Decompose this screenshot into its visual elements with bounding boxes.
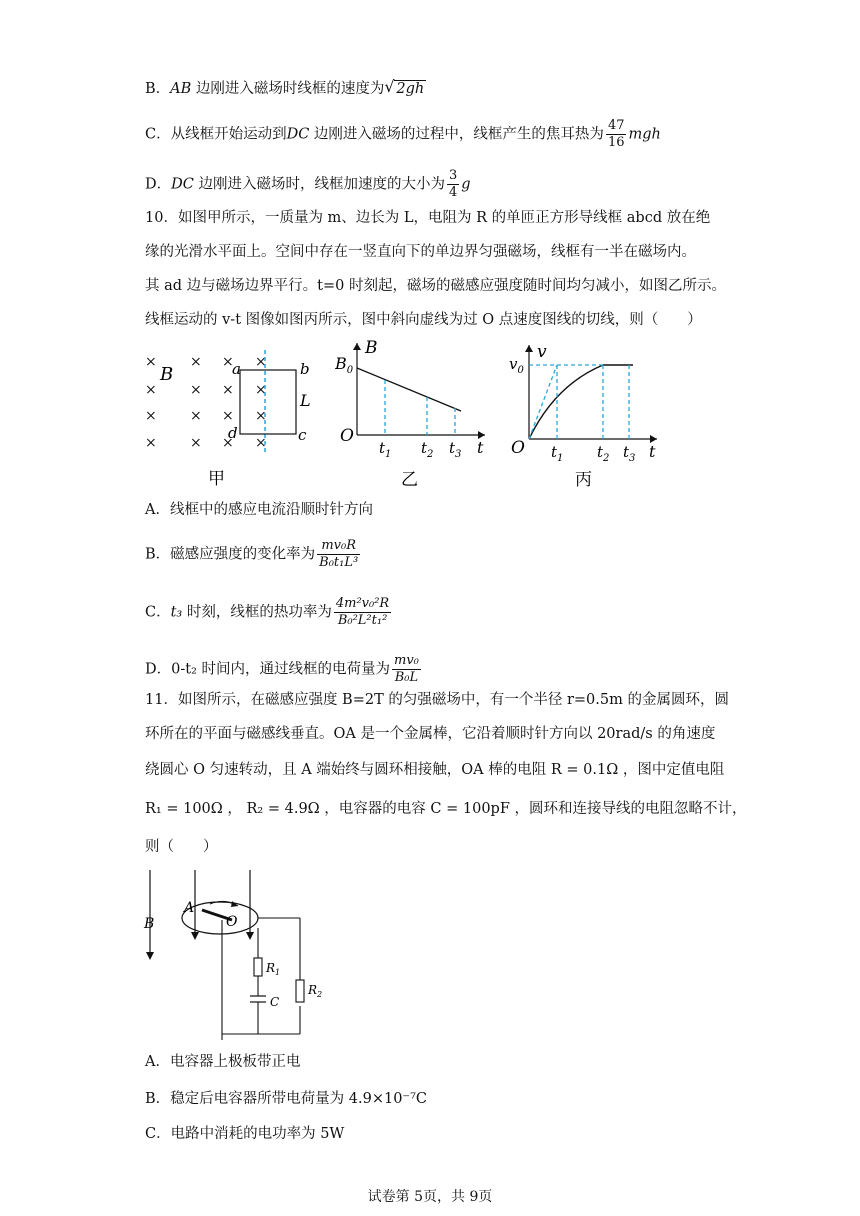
q11-stem-line1: 11．如图所示，在磁感应强度 B=2T 的匀强磁场中，有一个半径 r=0.5m 的金属圆环，圆 <box>145 692 729 708</box>
svg-text:×: × <box>190 354 202 370</box>
fig-yi-t1: $t_1$ <box>379 439 392 460</box>
figure-jia <box>140 340 330 490</box>
svg-text:×: × <box>222 408 234 424</box>
figure-yi <box>335 335 495 495</box>
q10-stem-line4: 线框运动的 v-t 图像如图丙所示，图中斜向虚线为过 O 点速度图线的切线，则（ ） <box>145 312 702 328</box>
svg-text:×: × <box>145 354 157 370</box>
q11-option-b: B．稳定后电容器所带电荷量为 4.9×10⁻⁷C <box>145 1091 427 1107</box>
q11-stem-line4: R₁ = 100Ω ， R₂ = 4.9Ω ，电容器的电容 C = 100pF ，圆环和连接导线的电阻忽略不计， <box>145 801 747 817</box>
q11-option-a: A．电容器上极板带正电 <box>145 1054 301 1070</box>
svg-text:×: × <box>255 354 267 370</box>
q10-option-c: C．t₃ 时刻，线框的热功率为 $\frac{\text{4m²v₀²R}}{\text{B₀²L²t₁²}}$ <box>145 596 390 628</box>
fig-bing-caption: 丙 <box>575 470 592 490</box>
fig-bing-t: t <box>649 442 656 461</box>
q11-stem-line5: 则（ ） <box>145 839 218 855</box>
q11-fig-O: O <box>226 914 238 930</box>
fig-yi-t2: $t_2$ <box>421 439 434 460</box>
svg-text:×: × <box>222 435 234 451</box>
svg-text:×: × <box>222 354 234 370</box>
q10-stem-line1: 10．如图甲所示，一质量为 m、边长为 L，电阻为 R 的单匝正方形导线框 abcd 放在绝 <box>145 210 711 226</box>
q11-option-c: C．电路中消耗的电功率为 5W <box>145 1126 345 1142</box>
fig-bing-t1: $t_1$ <box>551 443 564 464</box>
q11-fig-C: C <box>270 995 280 1009</box>
svg-text:×: × <box>190 382 202 398</box>
page-footer: 试卷第 5页，共 9页 <box>367 1189 493 1205</box>
fig-yi-caption: 乙 <box>401 470 418 490</box>
svg-text:×: × <box>190 435 202 451</box>
q10-stem-line3: 其 ad 边与磁场边界平行。t=0 时刻起，磁场的磁感应强度随时间均匀减小，如图乙所示。 <box>145 278 726 294</box>
q9-option-d: D．DC 边刚进入磁场时，线框加速度的大小为 $\frac{3}{4}$ g <box>145 168 471 200</box>
fig-yi-t: t <box>477 438 484 457</box>
q11-stem-line2: 环所在的平面与磁感线垂直。OA 是一个金属棒，它沿着顺时针方向以 20rad/s 的角速度 <box>145 726 716 742</box>
fig-jia-label-L: L <box>300 391 311 410</box>
fig-bing-v0: $v_0$ <box>509 355 524 376</box>
svg-text:×: × <box>255 382 267 398</box>
fig-jia-caption: 甲 <box>208 469 225 489</box>
q11-fig-R2: $R_2$ <box>308 983 323 999</box>
fig-bing-O: O <box>511 438 525 458</box>
q10-option-d: D．0-t₂ 时间内，通过线框的电荷量为 $\frac{\text{mv₀}}{\text{B₀L}}$ <box>145 653 419 685</box>
figure-bing <box>505 335 665 495</box>
svg-text:×: × <box>145 408 157 424</box>
svg-text:×: × <box>145 382 157 398</box>
fig-jia-label-c: c <box>298 426 307 444</box>
fig-yi-t3: $t_3$ <box>449 439 462 460</box>
fig-jia-label-b: b <box>300 360 310 378</box>
q9-option-c: C．从线框开始运动到DC 边刚进入磁场的过程中，线框产生的焦耳热为 $\frac{47}{16}$ mgh <box>145 118 661 150</box>
fig-jia-label-B: B <box>160 364 174 385</box>
svg-text:×: × <box>255 408 267 424</box>
svg-text:×: × <box>190 408 202 424</box>
fig-jia-label-a: a <box>232 360 241 378</box>
fig-yi-O: O <box>340 426 354 446</box>
svg-text:×: × <box>255 435 267 451</box>
q11-fig-B: B <box>144 916 155 932</box>
q9-option-b: B．AB 边刚进入磁场时线框的速度为√ 2gh <box>145 79 426 99</box>
q11-fig-A: A <box>184 900 195 916</box>
fig-yi-B0: $B_0$ <box>335 354 354 376</box>
fig-bing-t3: $t_3$ <box>623 443 636 464</box>
fig-bing-t2: $t_2$ <box>597 443 610 464</box>
q10-option-a: A．线框中的感应电流沿顺时针方向 <box>145 502 373 518</box>
fig-bing-v: v <box>537 342 547 362</box>
svg-text:×: × <box>222 382 234 398</box>
fig-jia-label-d: d <box>228 424 238 442</box>
svg-text:×: × <box>145 435 157 451</box>
figure-q11-circuit <box>140 868 340 1040</box>
q11-stem-line3: 绕圆心 O 匀速转动，且 A 端始终与圆环相接触，OA 棒的电阻 R = 0.1Ω ，图中定值电阻 <box>145 762 725 778</box>
fig-yi-B: B <box>365 338 378 358</box>
q11-fig-R1: $R_1$ <box>266 961 281 977</box>
q10-option-b: B．磁感应强度的变化率为 $\frac{\text{mv₀R}}{\text{B₀t₁L³}}$ <box>145 538 359 570</box>
q10-stem-line2: 缘的光滑水平面上。空间中存在一竖直向下的单边界匀强磁场，线框有一半在磁场内。 <box>145 244 696 260</box>
